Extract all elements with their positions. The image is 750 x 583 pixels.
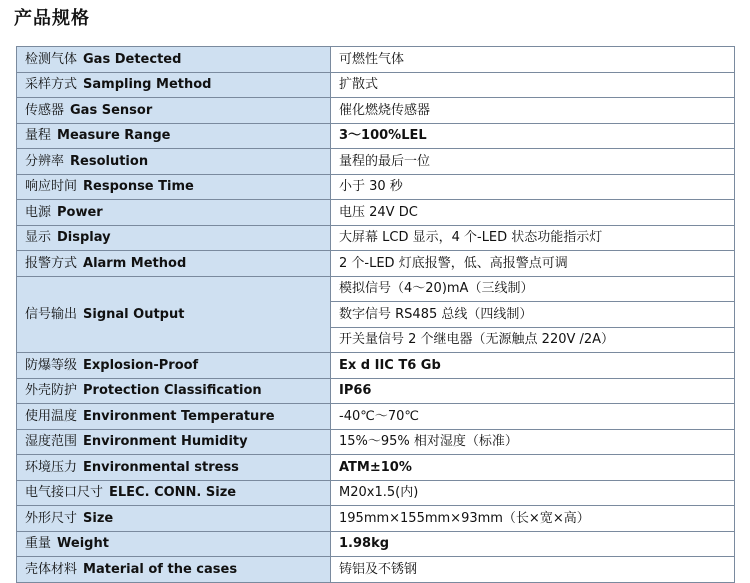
- spec-label: [17, 557, 331, 583]
- spec-label-en: Resolution: [70, 153, 149, 169]
- spec-label: [17, 98, 331, 124]
- spec-value: 开关量信号 2 个继电器（无源触点 220V /2A）: [331, 327, 735, 353]
- spec-label-en: Gas Detected: [83, 51, 182, 67]
- spec-row: [17, 506, 735, 532]
- spec-label: [17, 455, 331, 481]
- spec-label-en: Protection Classification: [83, 383, 262, 399]
- spec-table: [16, 46, 735, 583]
- spec-row: [17, 225, 735, 251]
- spec-value: 195mm×155mm×93mm（长×宽×高）: [331, 506, 735, 532]
- spec-row: [17, 353, 735, 379]
- spec-value: 量程的最后一位: [331, 149, 735, 175]
- spec-label-en: Display: [57, 230, 111, 246]
- spec-label-en: Material of the cases: [83, 561, 238, 577]
- spec-value: 2 个-LED 灯底报警，低、高报警点可调: [331, 251, 735, 277]
- spec-label-en: Sampling Method: [83, 77, 212, 93]
- spec-row: [17, 149, 735, 175]
- spec-label-cn: 防爆等级: [25, 357, 78, 373]
- spec-row: [17, 123, 735, 149]
- spec-label-cn: 报警方式: [25, 255, 78, 271]
- spec-label: [17, 276, 331, 353]
- spec-label-cn: 外壳防护: [25, 383, 78, 399]
- spec-value: 数字信号 RS485 总线（四线制）: [331, 302, 735, 328]
- spec-label-cn: 使用温度: [25, 408, 78, 424]
- spec-label-cn: 外形尺寸: [25, 510, 78, 526]
- spec-label-en: Power: [57, 204, 103, 220]
- spec-label-en: Size: [83, 510, 114, 526]
- spec-label-cn: 显示: [25, 230, 52, 246]
- spec-label-cn: 环境压力: [25, 459, 78, 475]
- spec-label-cn: 电气接口尺寸: [25, 485, 104, 501]
- spec-value: -40℃～70℃: [331, 404, 735, 430]
- spec-label-en: ELEC. CONN. Size: [109, 485, 237, 501]
- spec-label-en: Explosion-Proof: [83, 357, 199, 373]
- spec-label: [17, 506, 331, 532]
- spec-label-cn: 电源: [25, 204, 52, 220]
- spec-label: [17, 480, 331, 506]
- spec-value: 大屏幕 LCD 显示，4 个-LED 状态功能指示灯: [331, 225, 735, 251]
- spec-label: [17, 429, 331, 455]
- spec-label-cn: 采样方式: [25, 77, 78, 93]
- spec-label: [17, 404, 331, 430]
- spec-label-cn: 响应时间: [25, 179, 78, 195]
- spec-value: 15%～95% 相对湿度（标准）: [331, 429, 735, 455]
- spec-row: [17, 557, 735, 583]
- spec-value: 电压 24V DC: [331, 200, 735, 226]
- spec-label: [17, 251, 331, 277]
- spec-row: [17, 378, 735, 404]
- spec-label: [17, 353, 331, 379]
- spec-label-en: Gas Sensor: [70, 102, 153, 118]
- spec-label-cn: 传感器: [25, 102, 65, 118]
- spec-row: [17, 251, 735, 277]
- spec-value: 3～100%LEL: [331, 123, 735, 149]
- spec-label: [17, 149, 331, 175]
- spec-value: 模拟信号（4～20)mA（三线制）: [331, 276, 735, 302]
- spec-value: 铸铝及不锈钢: [331, 557, 735, 583]
- spec-label: [17, 123, 331, 149]
- spec-label-cn: 重量: [25, 536, 52, 552]
- spec-row: [17, 72, 735, 98]
- spec-label-cn: 壳体材料: [25, 561, 78, 577]
- spec-value: 催化燃烧传感器: [331, 98, 735, 124]
- spec-label-cn: 分辨率: [25, 153, 65, 169]
- spec-label: [17, 531, 331, 557]
- spec-row: [17, 480, 735, 506]
- spec-label-en: Environmental stress: [83, 459, 239, 475]
- spec-label-cn: 量程: [25, 128, 52, 144]
- spec-row: [17, 98, 735, 124]
- spec-label-cn: 信号输出: [25, 306, 78, 322]
- spec-label: [17, 225, 331, 251]
- spec-row: [17, 455, 735, 481]
- spec-value: 可燃性气体: [331, 47, 735, 73]
- spec-row: [17, 531, 735, 557]
- spec-row: [17, 200, 735, 226]
- spec-value: IP66: [331, 378, 735, 404]
- spec-label-en: Weight: [57, 536, 109, 552]
- spec-value: M20x1.5(内): [331, 480, 735, 506]
- spec-row: [17, 174, 735, 200]
- spec-value: 扩散式: [331, 72, 735, 98]
- spec-row: [17, 276, 735, 302]
- spec-label-en: Environment Temperature: [83, 408, 275, 424]
- spec-row: [17, 404, 735, 430]
- spec-value: 1.98kg: [331, 531, 735, 557]
- spec-label-en: Environment Humidity: [83, 434, 248, 450]
- spec-label: [17, 200, 331, 226]
- spec-label-cn: 湿度范围: [25, 434, 78, 450]
- spec-label: [17, 47, 331, 73]
- spec-label: [17, 72, 331, 98]
- spec-row: [17, 47, 735, 73]
- spec-value: ATM±10%: [331, 455, 735, 481]
- spec-value: Ex d IIC T6 Gb: [331, 353, 735, 379]
- spec-label-en: Response Time: [83, 179, 194, 195]
- section-title: 产品规格: [14, 8, 90, 29]
- spec-label-en: Alarm Method: [83, 255, 187, 271]
- spec-label-cn: 检测气体: [25, 51, 78, 67]
- spec-label: [17, 174, 331, 200]
- spec-label-en: Signal Output: [83, 306, 185, 322]
- spec-row: [17, 429, 735, 455]
- spec-label-en: Measure Range: [57, 128, 171, 144]
- spec-label: [17, 378, 331, 404]
- spec-value: 小于 30 秒: [331, 174, 735, 200]
